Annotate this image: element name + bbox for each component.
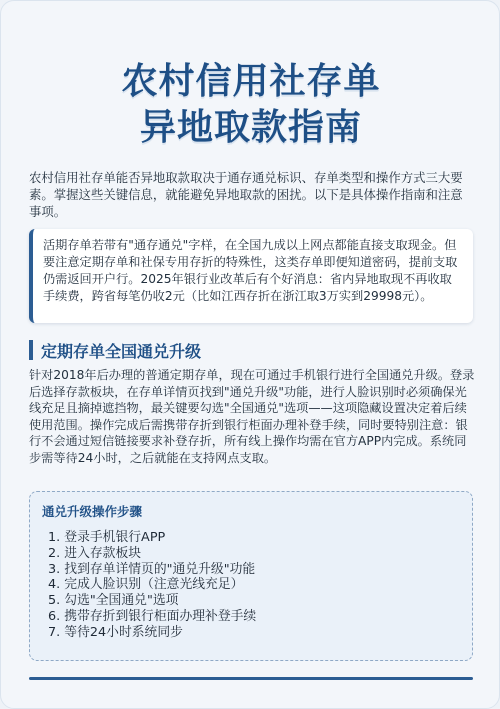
intro-paragraph: 农村信用社存单能否异地取款取决于通存通兑标识、存单类型和操作方式三大要素。掌握这些关键信息，就能避免异地取款的困扰。以下是具体操作指南和注意事项。 [29, 170, 463, 219]
steps-list [48, 530, 256, 641]
section-heading [29, 339, 201, 361]
steps-title: 通兑升级操作步骤 [42, 504, 143, 519]
title-line-2: 异地取款指南 [139, 107, 362, 148]
step-item: 5. 勾选"全国通兑"选项 [48, 593, 179, 609]
bottom-divider [29, 677, 473, 680]
section-accent-bar [29, 340, 33, 360]
step-item: 6. 携带存折到银行柜面办理补登手续 [48, 608, 257, 624]
section-body: 针对2018年后办理的普通定期存单，现在可通过手机银行进行全国通兑升级。登录后选择存款板块，在存单详情页找到"通兑升级"功能，进行人脸识别时必须确保光线充足且摘掉遮挡物，最关键要勾选"全国通兑"选项——这项隐藏设置决定着后续使用范围。操作完成后需携带存折到银行柜面办理补登手续，同时要特别注意：银行不会通过短信链接要求补登存折，所有线上操作均需在官方APP内完成。系统同步需等待24小时，之后就能在支持网点支取。 [29, 368, 475, 465]
step-item: 1. 登录手机银行APP [48, 530, 166, 545]
notice-callout: 活期存单若带有"通存通兑"字样，在全国九成以上网点都能直接支取现金。但要注意定期存单和社保专用存折的特殊性，这类存单即便知道密码，提前支取仍需返回开户行。2025年银行业改革后有个好消息：省内异地取现不再收取手续费，跨省每笔仍收2元（比如江西存折在浙江取3万实到29998元）。 [29, 229, 473, 323]
step-item: 2. 进入存款板块 [48, 545, 142, 561]
steps-box [29, 491, 473, 661]
step-item: 3. 找到存单详情页的"通兑升级"功能 [48, 561, 256, 577]
title-line-1: 农村信用社存单 [121, 61, 381, 102]
step-item: 4. 完成人脸识别（注意光线充足） [48, 577, 244, 593]
page-title [1, 59, 500, 151]
section-title: 定期存单全国通兑升级 [41, 341, 202, 361]
step-item: 7. 等待24小时系统同步 [48, 624, 183, 640]
